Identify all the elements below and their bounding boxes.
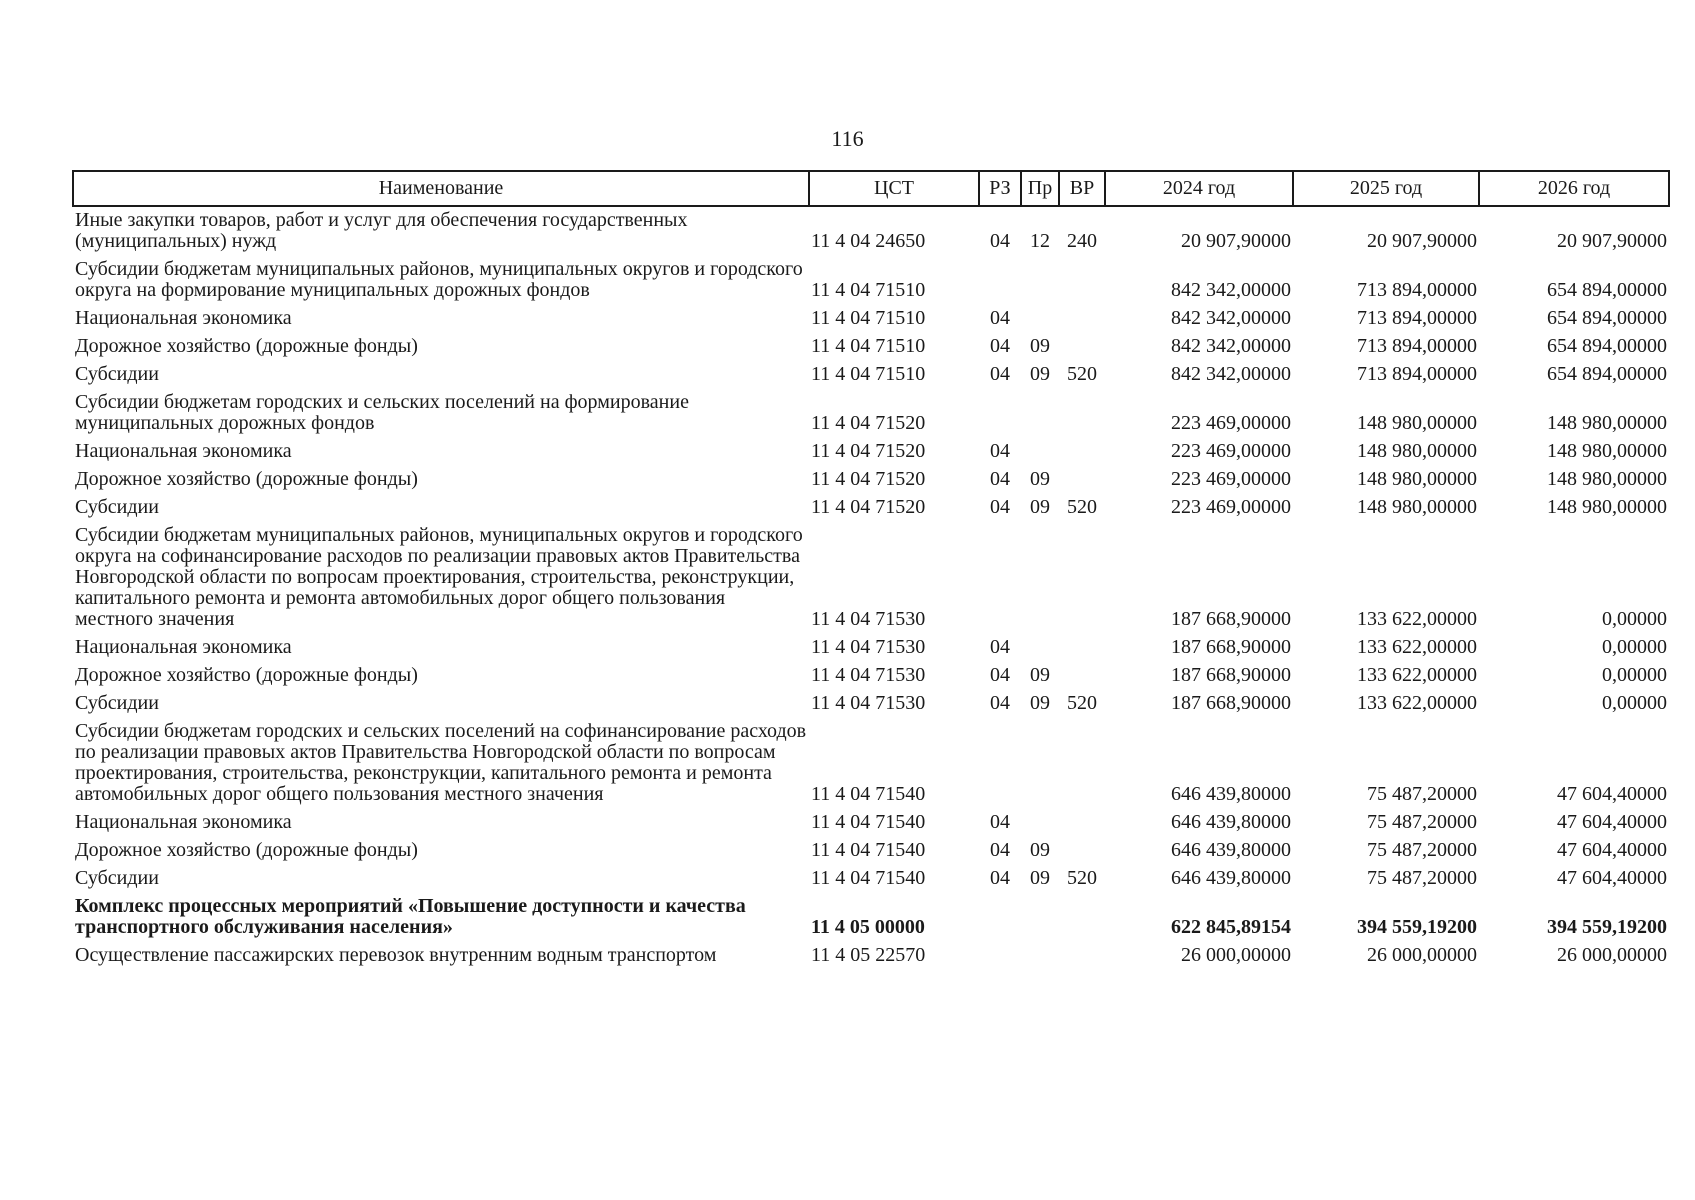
row-pr: 09 xyxy=(1030,468,1050,490)
row-vr xyxy=(1059,634,1105,662)
row-2026: 654 894,00000 xyxy=(1547,279,1667,301)
row-rz: 04 xyxy=(990,307,1010,329)
row-cst: 11 4 04 24650 xyxy=(811,230,926,252)
row-vr: 520 xyxy=(1067,363,1097,385)
row-rz: 04 xyxy=(990,664,1010,686)
row-vr xyxy=(1059,305,1105,333)
row-rz xyxy=(979,256,1021,305)
row-cst: 11 4 04 71510 xyxy=(811,335,926,357)
row-vr xyxy=(1059,438,1105,466)
header-2025: 2025 год xyxy=(1293,171,1479,206)
row-2026: 47 604,40000 xyxy=(1557,839,1667,861)
row-rz: 04 xyxy=(990,440,1010,462)
header-name: Наименование xyxy=(73,171,809,206)
table-row xyxy=(73,865,1669,893)
row-rz xyxy=(979,522,1021,634)
row-vr xyxy=(1059,809,1105,837)
row-2025: 713 894,00000 xyxy=(1357,307,1477,329)
row-pr: 09 xyxy=(1030,363,1050,385)
row-2024: 842 342,00000 xyxy=(1171,363,1291,385)
row-pr xyxy=(1021,522,1059,634)
row-2025: 133 622,00000 xyxy=(1357,608,1477,630)
row-2025: 713 894,00000 xyxy=(1357,279,1477,301)
row-2025: 20 907,90000 xyxy=(1367,230,1477,252)
table-row xyxy=(73,634,1669,662)
row-pr xyxy=(1021,809,1059,837)
row-rz: 04 xyxy=(990,230,1010,252)
page-number: 116 xyxy=(831,126,864,151)
row-vr xyxy=(1059,256,1105,305)
row-cst: 11 4 04 71520 xyxy=(811,412,926,434)
row-rz xyxy=(979,942,1021,970)
table-row xyxy=(73,837,1669,865)
row-rz: 04 xyxy=(990,496,1010,518)
row-2026: 47 604,40000 xyxy=(1557,867,1667,889)
row-2025: 133 622,00000 xyxy=(1357,692,1477,714)
row-2024: 26 000,00000 xyxy=(1181,944,1291,966)
table-row xyxy=(73,718,1669,809)
table-row xyxy=(73,522,1669,634)
row-cst: 11 4 04 71530 xyxy=(811,664,926,686)
row-rz: 04 xyxy=(990,867,1010,889)
row-cst: 11 4 04 71540 xyxy=(811,811,926,833)
row-vr xyxy=(1059,466,1105,494)
table-row xyxy=(73,389,1669,438)
row-name: Субсидии xyxy=(75,692,159,714)
row-name: Дорожное хозяйство (дорожные фонды) xyxy=(75,468,418,490)
row-cst: 11 4 04 71520 xyxy=(811,496,926,518)
row-name: Осуществление пассажирских перевозок внутренним водным транспортом xyxy=(75,944,717,966)
row-name: Субсидии бюджетам муниципальных районов, муниципальных округов и городского округа на софинансирование расходов по реализации правовых актов Правительства Новгородской области по вопросам проектирования, строительства, реконструкции, капитального ремонта и ремонта автомобильных дорог общего пользования местного значения xyxy=(75,524,803,630)
row-2025: 148 980,00000 xyxy=(1357,496,1477,518)
header-row xyxy=(73,171,1669,206)
row-pr xyxy=(1021,256,1059,305)
row-pr xyxy=(1021,893,1059,942)
row-name: Иные закупки товаров, работ и услуг для обеспечения государственных (муниципальных) нужд xyxy=(75,209,688,252)
row-2026: 148 980,00000 xyxy=(1547,496,1667,518)
table-row xyxy=(73,809,1669,837)
row-2026: 0,00000 xyxy=(1602,636,1667,658)
row-2025: 133 622,00000 xyxy=(1357,664,1477,686)
row-name: Комплекс процессных мероприятий «Повышение доступности и качества транспортного обслуживания населения» xyxy=(75,895,746,938)
row-2025: 26 000,00000 xyxy=(1367,944,1477,966)
row-name: Субсидии бюджетам городских и сельских поселений на формирование муниципальных дорожных фондов xyxy=(75,391,689,434)
row-cst: 11 4 04 71520 xyxy=(811,440,926,462)
row-pr: 09 xyxy=(1030,692,1050,714)
row-2026: 26 000,00000 xyxy=(1557,944,1667,966)
row-2024: 187 668,90000 xyxy=(1171,636,1291,658)
row-2024: 646 439,80000 xyxy=(1171,811,1291,833)
header-pr: Пр xyxy=(1021,171,1059,206)
table-row xyxy=(73,690,1669,718)
row-2024: 646 439,80000 xyxy=(1171,783,1291,805)
row-2024: 622 845,89154 xyxy=(1171,916,1291,938)
row-rz: 04 xyxy=(990,468,1010,490)
row-2026: 148 980,00000 xyxy=(1547,440,1667,462)
row-2026: 148 980,00000 xyxy=(1547,468,1667,490)
row-name: Национальная экономика xyxy=(75,636,292,658)
row-pr: 09 xyxy=(1030,867,1050,889)
row-rz: 04 xyxy=(990,811,1010,833)
row-name: Национальная экономика xyxy=(75,440,292,462)
table-row xyxy=(73,256,1669,305)
row-name: Субсидии xyxy=(75,867,159,889)
row-vr: 520 xyxy=(1067,496,1097,518)
header-2026: 2026 год xyxy=(1479,171,1669,206)
row-2026: 0,00000 xyxy=(1602,608,1667,630)
row-2026: 394 559,19200 xyxy=(1547,916,1667,938)
row-2026: 654 894,00000 xyxy=(1547,363,1667,385)
row-rz: 04 xyxy=(990,335,1010,357)
table-body xyxy=(73,206,1669,970)
table-row xyxy=(73,305,1669,333)
row-2024: 646 439,80000 xyxy=(1171,839,1291,861)
header-cst: ЦСТ xyxy=(809,171,979,206)
row-vr xyxy=(1059,662,1105,690)
row-name: Национальная экономика xyxy=(75,811,292,833)
row-vr: 240 xyxy=(1067,230,1097,252)
row-2024: 223 469,00000 xyxy=(1171,412,1291,434)
table-row xyxy=(73,893,1669,942)
row-pr xyxy=(1021,305,1059,333)
row-2026: 47 604,40000 xyxy=(1557,783,1667,805)
row-cst: 11 4 04 71540 xyxy=(811,867,926,889)
row-vr xyxy=(1059,718,1105,809)
row-cst: 11 4 04 71530 xyxy=(811,636,926,658)
table-row xyxy=(73,662,1669,690)
table-row xyxy=(73,361,1669,389)
row-pr: 09 xyxy=(1030,664,1050,686)
row-2025: 148 980,00000 xyxy=(1357,412,1477,434)
row-pr: 12 xyxy=(1030,230,1050,252)
row-2024: 842 342,00000 xyxy=(1171,307,1291,329)
row-cst: 11 4 04 71510 xyxy=(811,307,926,329)
row-2024: 223 469,00000 xyxy=(1171,468,1291,490)
row-name: Дорожное хозяйство (дорожные фонды) xyxy=(75,335,418,357)
table-row xyxy=(73,333,1669,361)
table-row xyxy=(73,494,1669,522)
row-cst: 11 4 04 71510 xyxy=(811,279,926,301)
row-rz: 04 xyxy=(990,363,1010,385)
row-2026: 654 894,00000 xyxy=(1547,335,1667,357)
row-2024: 842 342,00000 xyxy=(1171,279,1291,301)
row-name: Субсидии xyxy=(75,496,159,518)
header-2024: 2024 год xyxy=(1105,171,1293,206)
row-pr: 09 xyxy=(1030,335,1050,357)
budget-table xyxy=(72,170,1670,970)
row-2024: 187 668,90000 xyxy=(1171,608,1291,630)
row-2025: 75 487,20000 xyxy=(1367,839,1477,861)
row-vr: 520 xyxy=(1067,867,1097,889)
row-2025: 133 622,00000 xyxy=(1357,636,1477,658)
row-name: Субсидии бюджетам муниципальных районов, муниципальных округов и городского округа на формирование муниципальных дорожных фондов xyxy=(75,258,803,301)
row-rz: 04 xyxy=(990,636,1010,658)
row-cst: 11 4 04 71520 xyxy=(811,468,926,490)
row-cst: 11 4 04 71540 xyxy=(811,783,926,805)
row-pr xyxy=(1021,634,1059,662)
row-name: Субсидии бюджетам городских и сельских поселений на софинансирование расходов по реализации правовых актов Правительства Новгородской области по вопросам проектирования, строительства, реконструкции, капитального ремонта и ремонта автомобильных дорог общего пользования местного значения xyxy=(75,720,807,805)
row-vr xyxy=(1059,333,1105,361)
row-2026: 20 907,90000 xyxy=(1557,230,1667,252)
row-rz xyxy=(979,893,1021,942)
row-pr xyxy=(1021,438,1059,466)
row-2025: 394 559,19200 xyxy=(1357,916,1477,938)
row-2026: 148 980,00000 xyxy=(1547,412,1667,434)
row-pr xyxy=(1021,718,1059,809)
table-row xyxy=(73,206,1669,256)
table-header xyxy=(73,171,1669,206)
row-vr xyxy=(1059,522,1105,634)
row-rz xyxy=(979,718,1021,809)
row-rz: 04 xyxy=(990,839,1010,861)
row-2026: 654 894,00000 xyxy=(1547,307,1667,329)
row-rz: 04 xyxy=(990,692,1010,714)
row-2026: 0,00000 xyxy=(1602,692,1667,714)
row-2024: 646 439,80000 xyxy=(1171,867,1291,889)
row-2024: 223 469,00000 xyxy=(1171,440,1291,462)
table-row xyxy=(73,438,1669,466)
table-row xyxy=(73,942,1669,970)
row-name: Дорожное хозяйство (дорожные фонды) xyxy=(75,664,418,686)
row-name: Национальная экономика xyxy=(75,307,292,329)
row-2024: 187 668,90000 xyxy=(1171,692,1291,714)
header-vr: ВР xyxy=(1059,171,1105,206)
row-cst: 11 4 05 00000 xyxy=(811,916,925,938)
row-2024: 842 342,00000 xyxy=(1171,335,1291,357)
row-vr xyxy=(1059,893,1105,942)
row-cst: 11 4 04 71510 xyxy=(811,363,926,385)
row-vr xyxy=(1059,837,1105,865)
row-cst: 11 4 04 71530 xyxy=(811,692,926,714)
row-vr: 520 xyxy=(1067,692,1097,714)
row-2025: 713 894,00000 xyxy=(1357,335,1477,357)
row-name: Субсидии xyxy=(75,363,159,385)
row-2025: 75 487,20000 xyxy=(1367,811,1477,833)
row-2025: 148 980,00000 xyxy=(1357,468,1477,490)
row-vr xyxy=(1059,942,1105,970)
row-pr: 09 xyxy=(1030,839,1050,861)
row-pr xyxy=(1021,389,1059,438)
table-row xyxy=(73,466,1669,494)
row-2026: 0,00000 xyxy=(1602,664,1667,686)
row-cst: 11 4 04 71540 xyxy=(811,839,926,861)
row-2025: 75 487,20000 xyxy=(1367,783,1477,805)
row-2025: 75 487,20000 xyxy=(1367,867,1477,889)
row-name: Дорожное хозяйство (дорожные фонды) xyxy=(75,839,418,861)
row-cst: 11 4 05 22570 xyxy=(811,944,926,966)
header-rz: РЗ xyxy=(979,171,1021,206)
row-cst: 11 4 04 71530 xyxy=(811,608,926,630)
row-2024: 20 907,90000 xyxy=(1181,230,1291,252)
row-rz xyxy=(979,389,1021,438)
row-2025: 713 894,00000 xyxy=(1357,363,1477,385)
row-2024: 223 469,00000 xyxy=(1171,496,1291,518)
row-pr: 09 xyxy=(1030,496,1050,518)
row-2026: 47 604,40000 xyxy=(1557,811,1667,833)
row-vr xyxy=(1059,389,1105,438)
row-2025: 148 980,00000 xyxy=(1357,440,1477,462)
row-pr xyxy=(1021,942,1059,970)
row-2024: 187 668,90000 xyxy=(1171,664,1291,686)
